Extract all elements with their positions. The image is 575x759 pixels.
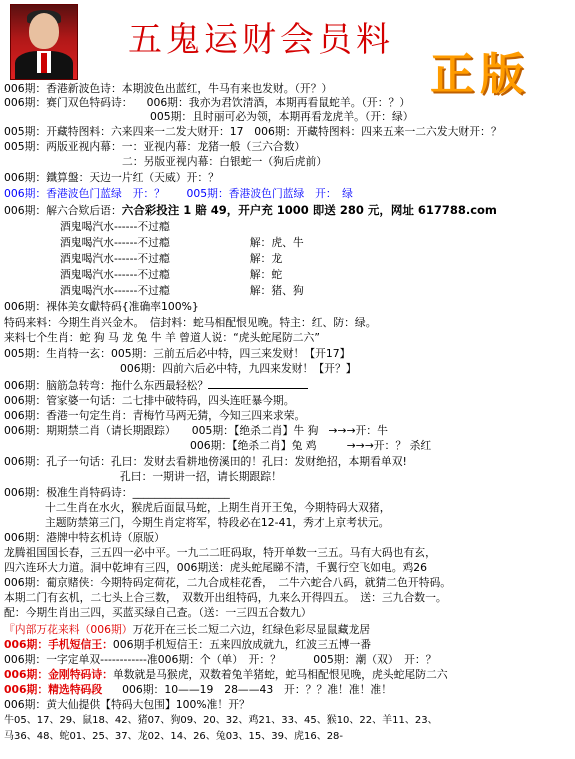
- text-line: 006期：【绝杀二肖】兔 鸡 →→→开：？ 杀红: [190, 439, 432, 452]
- text-line: 006期：解六合欵后语：六合彩投注 1 賠 49，开户充 1000 即送 280 元，网址 617788.com: [4, 203, 497, 217]
- text-line: 006期：金刚特码诗：单数就是马猴虎，双数着兔羊猪蛇，蛇马相配恨见晚，虎头蛇尾防二六: [4, 668, 448, 681]
- text-line: 006期：脑筋急转弯：拖什么东西最轻松？: [4, 378, 308, 393]
- page-title: 五鬼运财会员料: [128, 20, 394, 60]
- text-line: 006期：手机短信王：006期手机短信王：五来四放成就九，红波三五博一番: [4, 638, 372, 651]
- text-line: 006期：香港新波色诗：本期波色出蓝红，牛马有来也发财。（开？）: [4, 82, 333, 95]
- text-line: 006期：港牌中特玄机诗（原版）: [4, 531, 165, 544]
- text-line: 『内部万花来料（006期）万花开在三长二短二六边，红绿色彩尽显鼠藏龙居: [4, 623, 371, 636]
- text-line: 十二生肖在水火，猴虎后面鼠马蛇，上期生肖开王兔，今期特码大双猪，: [45, 501, 391, 514]
- promo-text: 六合彩投注 1 賠 49，开户充 1000 即送 280 元，网址 617788.com: [121, 203, 497, 217]
- text-line: 酒鬼喝汽水------不过瘾 解：龙: [60, 252, 283, 265]
- text-line: 006期：香港一句定生肖：青梅竹马两无猜，今知三四来求荣。: [4, 409, 306, 422]
- text-line: 四六连环大力道。洞中乾坤有三四，006期送：虎头蛇尾睇不清，千翼行空飞如电。鸡26: [4, 561, 428, 574]
- text-line: 006期：四前六后必中特，九四来发财！【开？】: [120, 362, 357, 375]
- text-line: 孔曰：一期讲一招，请长期跟踪！: [120, 470, 282, 483]
- text-line: 006期：黄大仙提供【特码大包围】100%准！开？: [4, 698, 250, 711]
- text-line: 006期：极准生肖特码诗：__________________: [4, 486, 230, 499]
- text-line: 005期：生肖特一玄：005期：三前五后必中特，四三来发财！【开17】: [4, 347, 351, 360]
- text-line: 龙腾祖国国长春，三五四一必中平。一九二二旺码取，特开单数一三五。马有大码也有玄，: [4, 546, 436, 559]
- text-line: 006期：管家婆一句话：二七排中破特码，四头连旺暴今期。: [4, 394, 295, 407]
- text-line: 005期：两版亚视内幕：一：亚视内幕：龙猪一般（三六合数）: [4, 140, 306, 153]
- text-line: 005期：开藏特图料：六来四来一二发大财开：17 006期：开藏特图料：四来五来一二六发大财开：？: [4, 125, 502, 138]
- text-line: 006期：精选特码段 006期：10——19 28——43 开：？？准！准！准！: [4, 683, 393, 696]
- text-line: 006期：葡京赌侠：今期特码定荷花，二九合成桂花香， 二牛六蛇合八码，就猜二色开特码。: [4, 576, 452, 589]
- text-line: 006期：鐵算盤：天边一片红（天威）开：？: [4, 171, 219, 184]
- text-line: 005期：且时丽可必为领，本期再看龙虎羊。（开：绿）: [150, 110, 414, 123]
- text-line: 006期：香港波色门蓝绿 开：？ 005期：香港波色门蓝绿 开： 绿: [4, 187, 353, 200]
- text-line: 006期：期期禁二肖（请长期跟踪） 005期：【绝杀二肖】牛 狗 →→→开：牛: [4, 424, 388, 437]
- text-line: 二：另版亚视内幕：白银蛇一（狗后虎前）: [122, 155, 328, 168]
- author-photo: [10, 4, 78, 80]
- text-line: 本期二门有玄机，二七头上合三数， 双数开出组特码，九来么开得四五。 送：三九合数一。: [4, 591, 447, 604]
- text-line: 主题防禁第三门，今期生肖定将军，特段必在12-41，秀才上京考状元。: [45, 516, 390, 529]
- text-line: 来料七个生肖：蛇 狗 马 龙 兔 牛 羊 曾道人说：“虎头蛇尾防二六”: [4, 331, 320, 344]
- genuine-stamp: 正版: [430, 49, 530, 100]
- text-line: 配：今期生肖出三四，买蓝买绿自己查。（送：一三四五合数九）: [4, 606, 312, 619]
- text-line: 马36、48、蛇01、25、37、龙02、14、26、兔03、15、39、虎16、28-: [4, 731, 344, 742]
- text-line: 酒鬼喝汽水------不过瘾 解：猪、狗: [60, 284, 304, 297]
- text-line: 006期：孔子一句话：孔曰：发财去看耕地傍溪田的！孔曰：发财绝招，本期看单双!: [4, 455, 407, 468]
- text-line: 牛05、17、29、鼠18、42、猪07、狗09、20、32、鸡21、33、45、猴10、22、羊11、23、: [4, 715, 438, 726]
- text-line: 酒鬼喝汽水------不过瘾 解：蛇: [60, 268, 283, 281]
- text-line: 006期：赛门双色特码诗： 006期：我亦为君饮清酒，本期再看鼠蛇羊。（开：？）: [4, 96, 411, 109]
- text-line: 酒鬼喝汽水------不过瘾 解：虎、牛: [60, 236, 304, 249]
- text-line: 酒鬼喝汽水------不过瘾: [60, 220, 170, 233]
- text-line: 006期：一字定单双------------准006期：个（单） 开：？ 005期：潮（双） 开：？: [4, 653, 437, 666]
- text-line: 006期：裸体美女獻特码{准确率100%}: [4, 300, 199, 313]
- text-line: 特码来料：今期生肖兴金木。 信封料：蛇马相配恨见晚。特主：红、防：绿。: [4, 316, 377, 329]
